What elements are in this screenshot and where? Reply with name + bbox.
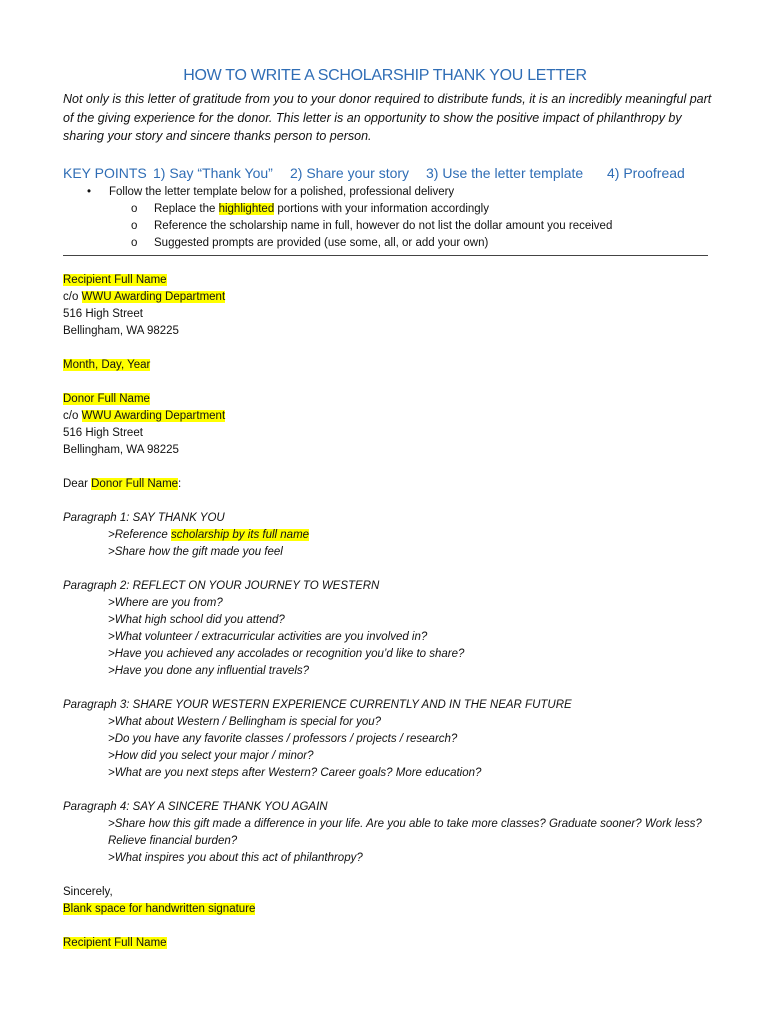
key-points-heading: KEY POINTS [63, 165, 147, 181]
list-subitem [85, 201, 715, 218]
date-line [63, 357, 723, 374]
prompt-line-continued: Relieve financial burden? [108, 835, 238, 847]
subitem-text-after: portions with your information accordingly [274, 203, 489, 215]
key-point-4: 4) Proofread [607, 165, 685, 181]
co-prefix: c/o [63, 291, 82, 303]
key-point-2: 2) Share your story [290, 165, 410, 181]
donor-co-line [63, 408, 723, 425]
prompt-line: >Have you done any influential travels? [108, 665, 310, 677]
prompt-line: >Share how the gift made you feel [108, 546, 283, 558]
letter-template [63, 272, 723, 952]
paragraph-1-heading: Paragraph 1: SAY THANK YOU [63, 512, 225, 524]
prompt-line: >How did you select your major / minor? [108, 750, 314, 762]
salutation-name: Donor Full Name [91, 478, 179, 490]
co-prefix: c/o [63, 410, 82, 422]
signature-placeholder: Blank space for handwritten signature [63, 903, 256, 915]
donor-street: 516 High Street [63, 427, 143, 439]
closing-sincerely: Sincerely, [63, 886, 113, 898]
sub-bullet-icon: o [131, 203, 138, 215]
recipient-co-line [63, 289, 723, 306]
salutation-prefix: Dear [63, 478, 92, 490]
signature-line [63, 901, 723, 918]
prompt-line [63, 527, 723, 544]
paragraph-3-heading: Paragraph 3: SHARE YOUR WESTERN EXPERIENCE CURRENTLY AND IN THE NEAR FUTURE [63, 699, 572, 711]
list-item [85, 184, 715, 201]
prompt-line: >Share how this gift made a difference in your life. Are you able to take more classes? Graduate sooner? Work less? [108, 818, 702, 830]
prompt-line: >What about Western / Bellingham is special for you? [108, 716, 382, 728]
date-placeholder: Month, Day, Year [63, 359, 151, 371]
subitem-text: Suggested prompts are provided (use some, all, or add your own) [154, 237, 489, 249]
key-point-3: 3) Use the letter template [426, 165, 584, 181]
key-point-1: 1) Say “Thank You” [153, 165, 273, 181]
salutation-suffix: : [178, 478, 182, 490]
page-title: HOW TO WRITE A SCHOLARSHIP THANK YOU LETTER [183, 67, 587, 84]
prompt-line: >Where are you from? [108, 597, 223, 609]
paragraph-2-heading: Paragraph 2: REFLECT ON YOUR JOURNEY TO WESTERN [63, 580, 380, 592]
paragraph-4-heading: Paragraph 4: SAY A SINCERE THANK YOU AGAIN [63, 801, 328, 813]
scholarship-name-placeholder: scholarship by its full name [170, 529, 310, 541]
recipient-department: WWU Awarding Department [81, 291, 226, 303]
bullet-icon: • [87, 186, 92, 198]
highlighted-word: highlighted [218, 203, 275, 215]
recipient-name: Recipient Full Name [63, 274, 167, 286]
list-item-text: Follow the letter template below for a polished, professional delivery [109, 186, 455, 198]
prompt-line: >What are you next steps after Western? Career goals? More education? [108, 767, 482, 779]
donor-name: Donor Full Name [63, 393, 150, 405]
prompt-line: >Do you have any favorite classes / professors / projects / research? [108, 733, 458, 745]
prompt-line: >What high school did you attend? [108, 614, 285, 626]
instruction-list [85, 184, 715, 252]
donor-address [63, 391, 723, 408]
recipient-city: Bellingham, WA 98225 [63, 325, 179, 337]
key-points-row [63, 165, 713, 181]
closing-name-line [63, 935, 723, 952]
sub-bullet-icon: o [131, 220, 138, 232]
sub-bullet-icon: o [131, 237, 138, 249]
closing-recipient-name: Recipient Full Name [63, 937, 167, 949]
subitem-text: Reference the scholarship name in full, however do not list the dollar amount you received [154, 220, 613, 232]
recipient-address [63, 272, 723, 289]
prompt-prefix: >Reference [108, 529, 171, 541]
list-subitem [85, 218, 715, 235]
salutation [63, 476, 723, 493]
subitem-text-before: Replace the [154, 203, 219, 215]
recipient-street: 516 High Street [63, 308, 143, 320]
list-subitem [85, 235, 715, 252]
prompt-line: >What volunteer / extracurricular activities are you involved in? [108, 631, 428, 643]
section-divider [63, 255, 708, 256]
prompt-line: >Have you achieved any accolades or recognition you’d like to share? [108, 648, 465, 660]
donor-city: Bellingham, WA 98225 [63, 444, 179, 456]
intro-paragraph: Not only is this letter of gratitude from you to your donor required to distribute funds, it is an incredibly meaningful part of the giving experience for the donor. This letter is an opportunity to show the positive impact of philanthropy by sharing your story and sincere thanks person to person. [63, 92, 712, 143]
donor-department: WWU Awarding Department [81, 410, 226, 422]
prompt-line: >What inspires you about this act of philanthropy? [108, 852, 363, 864]
